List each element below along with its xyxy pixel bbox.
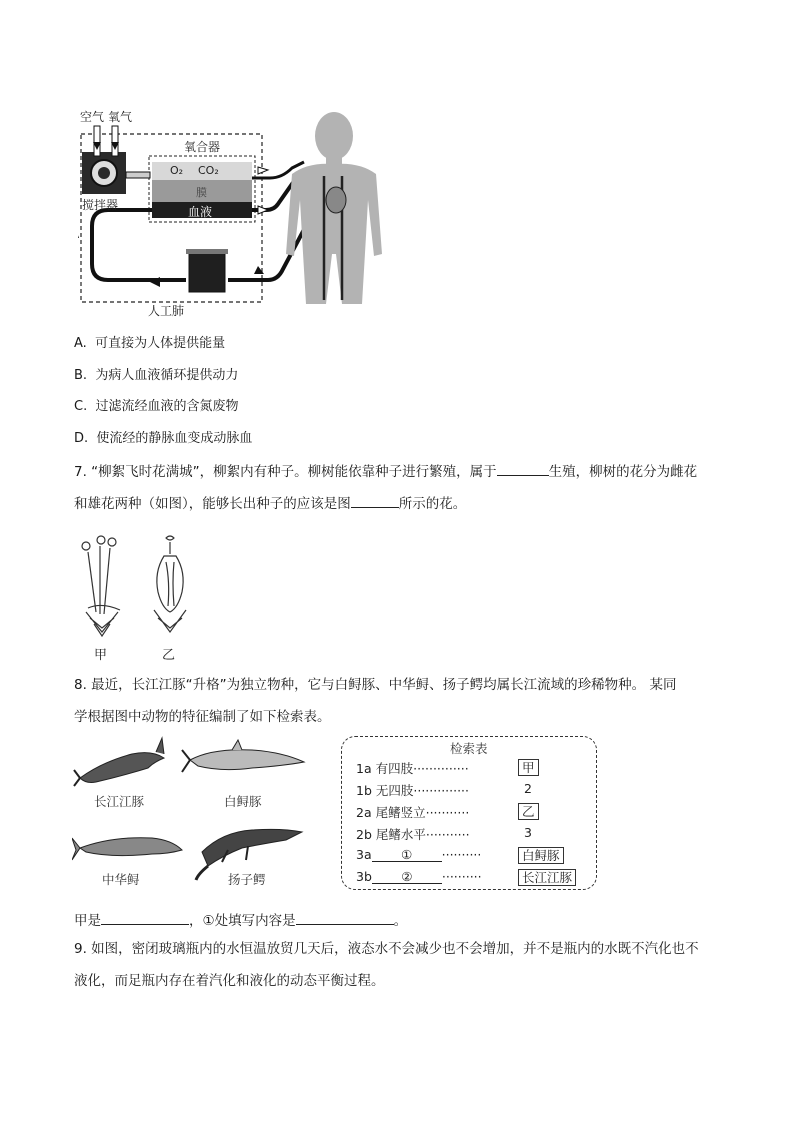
key-result-text: 2 (524, 781, 532, 796)
q7-line-1 (74, 462, 697, 480)
label-o2: O₂ (170, 164, 184, 177)
option-d (74, 431, 252, 447)
label-membrane: 膜 (196, 186, 207, 199)
option-letter: C. (74, 399, 88, 414)
label-oxygen: 氧气 (108, 110, 133, 124)
label-blood: 血液 (188, 205, 213, 219)
animal-label-sturgeon: 中华鲟 (102, 872, 140, 887)
q7-blank-1[interactable] (497, 462, 549, 476)
key-dots: ·············· (413, 783, 470, 798)
flower-label-yi: 乙 (162, 648, 176, 663)
key-row-3b (356, 869, 482, 884)
key-blank-1[interactable] (372, 847, 442, 862)
q7-blank-2[interactable] (351, 494, 399, 508)
option-text: 过滤流经血液的含氮废物 (95, 399, 239, 414)
key-title: 检索表 (450, 741, 488, 756)
key-result-2b (524, 825, 532, 840)
q9-line-1: 9. 如图，密闭玻璃瓶内的水恒温放贸几天后，液态水不会减少也不会增加，并不是瓶内的水既不汽化也不 (74, 941, 699, 957)
key-dots: ·············· (413, 761, 469, 776)
q8-line-2: 学根据图中动物的特征编制了如下检索表。 (74, 709, 331, 725)
artificial-lung-figure (78, 104, 388, 320)
q8-line-1: 8. 最近，长江江豚“升格”为独立物种，它与白鲟豚、中华鲟、扬子鳄均属长江流域的珍稀物种。 某同 (74, 677, 677, 693)
q7-text: 7. “柳絮飞时花满城”，柳絮内有种子。柳树能依靠种子进行繁殖，属于 (74, 464, 497, 480)
key-code: 2a 尾鳍竖立 (356, 805, 426, 820)
key-mark: ② (401, 869, 413, 884)
option-a (74, 336, 225, 352)
animals-figure (72, 732, 312, 892)
q8-blank-2[interactable] (296, 911, 394, 925)
option-letter: B. (74, 368, 88, 383)
animal-label-baiji: 白鲟豚 (224, 794, 262, 809)
q8-text: 。 (393, 913, 408, 929)
q8-text: ，①处填写内容是 (189, 913, 296, 929)
option-letter: A. (74, 336, 87, 351)
key-result-text: 乙 (518, 803, 539, 820)
q9-line-2: 液化，而足瓶内存在着汽化和液化的动态平衡过程。 (74, 973, 385, 989)
q7-line-2 (74, 494, 466, 512)
key-result-text: 白鲟豚 (518, 847, 564, 864)
q7-text: 生殖，柳树的花分为雌花 (548, 464, 698, 480)
option-text: 可直接为人体提供能量 (95, 336, 226, 351)
animal-label-alligator: 扬子鳄 (228, 872, 266, 887)
q7-text: 所示的花。 (398, 496, 467, 512)
dichotomous-key (341, 736, 597, 890)
key-blank-2[interactable] (372, 869, 442, 884)
key-result-text: 3 (524, 825, 532, 840)
q8-blank-1[interactable] (101, 911, 189, 925)
option-c (74, 399, 239, 415)
label-artificial-lung: 人工肺 (148, 304, 185, 318)
flower-label-jia: 甲 (94, 648, 108, 663)
key-code: 1b 无四肢 (356, 783, 414, 798)
key-row-1b (356, 781, 469, 799)
q7-text: 和雄花两种（如图），能够长出种子的应该是图 (74, 496, 351, 512)
willow-flowers-figure (74, 532, 194, 662)
key-code: 2b 尾鳍水平 (356, 827, 426, 842)
label-co2: CO₂ (198, 164, 219, 177)
q8-text: 甲是 (74, 913, 101, 929)
key-dots: ·········· (441, 847, 482, 862)
option-letter: D. (74, 431, 89, 446)
key-dots: ··········· (425, 827, 470, 842)
q8-answer-line (74, 911, 407, 929)
label-stirrer: 搅拌器 (82, 198, 119, 212)
key-code: 1a 有四肢 (356, 761, 414, 776)
animal-label-porpoise: 长江江豚 (94, 794, 145, 809)
key-code: 3a (356, 847, 372, 862)
option-text: 为病人血液循环提供动力 (95, 368, 239, 383)
key-result-text: 甲 (518, 759, 539, 776)
key-result-1b (524, 781, 532, 796)
key-result-1a (518, 758, 539, 776)
option-b (74, 368, 238, 384)
key-result-text: 长江江豚 (518, 869, 576, 886)
key-row-1a (356, 759, 469, 777)
key-row-2a (356, 803, 469, 821)
key-code: 3b (356, 869, 372, 884)
key-row-3a (356, 847, 481, 862)
label-air: 空气 (80, 110, 105, 124)
key-result-2a (518, 802, 539, 820)
label-oxygenator: 氧合器 (184, 140, 221, 154)
key-mark: ① (401, 847, 413, 862)
key-dots: ·········· (441, 869, 482, 884)
option-text: 使流经的静脉血变成动脉血 (96, 431, 253, 446)
key-dots: ··········· (425, 805, 470, 820)
key-result-3b (518, 868, 576, 886)
key-row-2b (356, 825, 470, 843)
key-result-3a (518, 846, 564, 864)
